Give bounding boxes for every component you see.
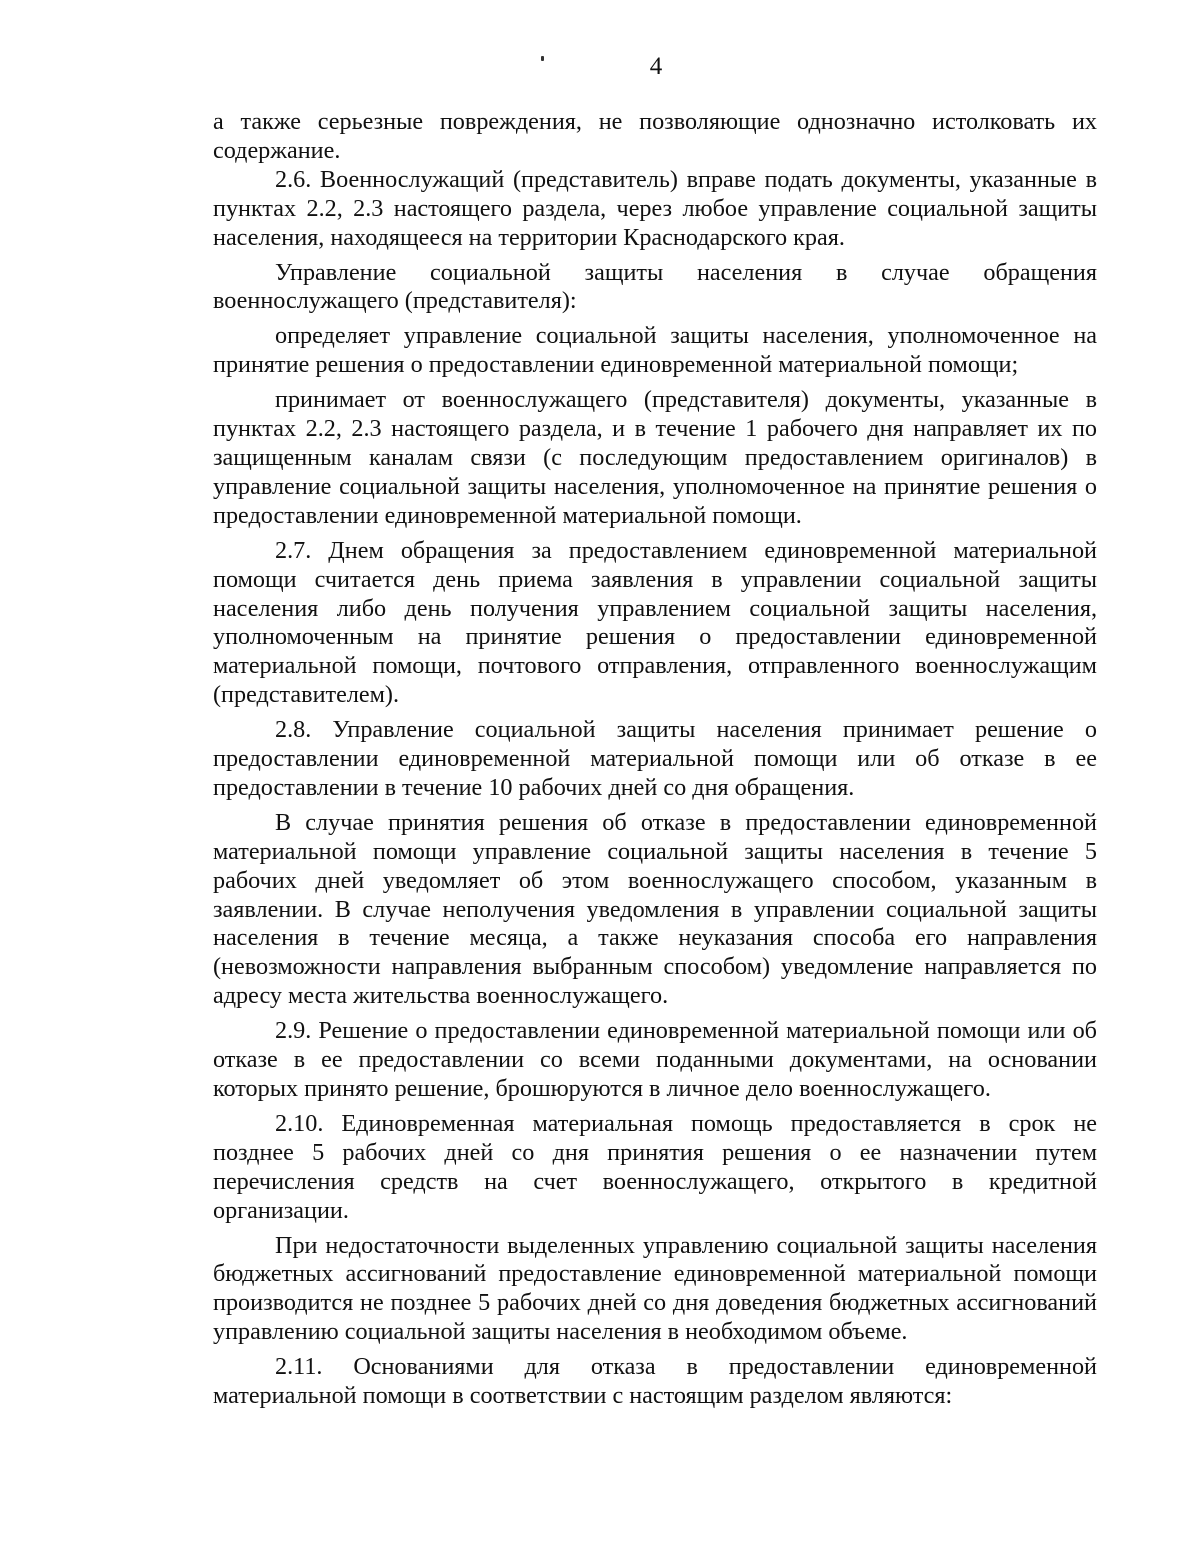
paragraph-determines: определяет управление социальной защиты населения, уполномоченное на принятие решения о предоставлении единовременной материальной помощи; [213, 322, 1097, 379]
paragraph-2-7: 2.7. Днем обращения за предоставлением единовременной материальной помощи считается день приема заявления в управлении социальной защиты населения либо день получения управлением социальной защиты населения, уполномоченным на принятие решения о предоставлении единовременной материальной помощи, почтового отправления, отправленного военнослужащим (представителем). [213, 536, 1097, 709]
document-body [213, 108, 1097, 1411]
paragraph-2-8: 2.8. Управление социальной защиты населения принимает решение о предоставлении единовременной материальной помощи или об отказе в ее предоставлении в течение 10 рабочих дней со дня обращения. [213, 716, 1097, 801]
paragraph-2-11: 2.11. Основаниями для отказа в предоставлении единовременной материальной помощи в соответствии с настоящим разделом являются: [213, 1353, 1097, 1410]
page-number: 4 [649, 53, 663, 80]
scan-speck [541, 56, 544, 61]
paragraph-2-10: 2.10. Единовременная материальная помощь предоставляется в срок не позднее 5 рабочих дней со дня принятия решения о ее назначении путем перечисления средств на счет военнослужащего, открытого в кредитной организации. [213, 1109, 1097, 1224]
paragraph-2-9: 2.9. Решение о предоставлении единовременной материальной помощи или об отказе в ее предоставлении со всеми поданными документами, на основании которых принято решение, брошюруются в личное дело военнослужащего. [213, 1017, 1097, 1102]
paragraph-uszn-intro: Управление социальной защиты населения в случае обращения военнослужащего (представителя): [213, 258, 1097, 315]
paragraph-2-6: 2.6. Военнослужащий (представитель) вправе подать документы, указанные в пунктах 2.2, 2.3 настоящего раздела, через любое управление социальной защиты населения, находящееся на территории Краснодарского края. [213, 165, 1097, 251]
paragraph-accepts: принимает от военнослужащего (представителя) документы, указанные в пунктах 2.2, 2.3 настоящего раздела, и в течение 1 рабочего дня направляет их по защищенным каналам связи (с последующим предоставлением оригиналов) в управление социальной защиты населения, уполномоченное на принятие решения о предоставлении единовременной материальной помощи. [213, 386, 1097, 529]
paragraph-refusal-notice: В случае принятия решения об отказе в предоставлении единовременной материальной помощи управление социальной защиты населения в течение 5 рабочих дней уведомляет об этом военнослужащего способом, указанным в заявлении. В случае неполучения уведомления в управлении социальной защиты населения в течение месяца, а также неуказания способа его направления (невозможности направления выбранным способом) уведомление направляется по адресу места жительства военнослужащего. [213, 808, 1097, 1010]
paragraph-insufficient-funds: При недостаточности выделенных управлению социальной защиты населения бюджетных ассигнований предоставление единовременной материальной помощи производится не позднее 5 рабочих дней со дня доведения бюджетных ассигнований управлению социальной защиты населения в необходимом объеме. [213, 1231, 1097, 1346]
paragraph-continuation: а также серьезные повреждения, не позволяющие однозначно истолковать их содержание. [213, 108, 1097, 164]
